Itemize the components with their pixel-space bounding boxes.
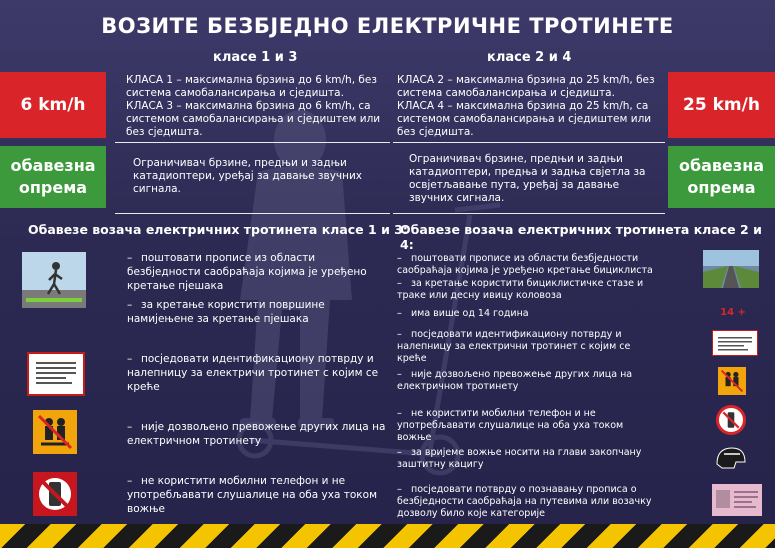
divider [393, 142, 665, 143]
divider [115, 142, 390, 143]
identification-sticker-icon [27, 352, 85, 396]
list-item: – за вријеме вожње носити на глави закопчану заштитну кацигу [397, 447, 642, 470]
list-item: – има више од 14 година [397, 308, 529, 319]
divider [115, 213, 390, 214]
equipment-badge-line1: обавезна [10, 156, 96, 175]
left-class-description [126, 74, 388, 139]
class-1-text: КЛАСА 1 – максимална брзина до 6 km/h, без система самобалансирања и сједишта. [126, 74, 377, 99]
list-item: – посједовати идентификациону потврду и налепницу за електричи тротинет с којим се креће [127, 353, 379, 393]
equipment-badge-right [668, 146, 775, 208]
speed-badge-6kmh [0, 72, 106, 138]
left-subtitle: класе 1 и 3 [213, 50, 298, 65]
speed-badge-label: 6 km/h [20, 95, 86, 115]
speed-badge-25kmh [668, 72, 775, 138]
no-passengers-icon [33, 410, 77, 454]
class-3-text: КЛАСА 3 – максимална брзина до 6 km/h, са системом самобалансирања и сједиштем или без сједишта. [126, 100, 381, 138]
equipment-badge-line2: опрема [18, 178, 88, 197]
helmet-icon [714, 444, 748, 472]
hazard-stripe-border [0, 524, 775, 548]
right-equipment-text: Ограничивач брзине, предњи и задњи катадиоптери, предња и задња свјетла за освјетљавање пута, уређај за давање звучних сигнала. [409, 153, 646, 204]
equipment-badge-left [0, 146, 106, 208]
no-passengers-icon [718, 367, 746, 395]
list-item: – посједовати потврду о познавању прописа о безбједности саобраћаја на путевима или возачку дозволу било које категорије [397, 484, 652, 519]
list-item: – поштовати прописе из области безбједности саобраћаја којима је уређено кретање бициклиста [397, 253, 653, 276]
driving-license-icon [712, 484, 762, 516]
left-equipment-text: Ограничивач брзине, предњи и задњи катадиоптери, уређај за давање звучних сигнала. [133, 157, 363, 195]
list-item: – није дозвољено превожење других лица на електричном тротинету [127, 421, 386, 447]
right-class-description [397, 74, 659, 139]
pedestrian-icon [22, 252, 86, 308]
right-duties-title: Обавезе возача електричних тротинета класе 2 и 4: [400, 222, 762, 252]
left-duties-title: Обавезе возача електричних тротинета класе 1 и 3: [28, 222, 408, 237]
age-limit-icon: 14 + [720, 306, 746, 318]
divider [393, 213, 665, 214]
list-item: – није дозвољено превожење других лица на електричном тротинету [397, 369, 633, 392]
poster-title: ВОЗИТЕ БЕЗБЈЕДНО ЕЛЕКТРИЧНЕ ТРОТИНЕТЕ [101, 14, 674, 38]
list-item: – не користити мобилни телефон и не употребљавати слушалице на оба уха током вожње [397, 408, 624, 443]
no-phone-icon [716, 405, 746, 435]
class-2-text: КЛАСА 2 – максимална брзина до 25 km/h, без система самобалансирања и сједишта. [397, 74, 655, 99]
equipment-badge-line2: опрема [687, 178, 756, 197]
speed-badge-label: 25 km/h [683, 95, 760, 115]
no-phone-icon [33, 472, 77, 516]
list-item: – посједовати идентификациону потврду и налепницу за електрични тротинет с којим се креће [397, 329, 631, 364]
list-item: – за кретање користити бициклистичке стазе и траке или десну ивицу коловоза [397, 278, 644, 301]
list-item: – за кретање користити површине намијењене за кретање пјешака [127, 299, 325, 325]
equipment-badge-line1: обавезна [678, 156, 765, 175]
identification-sticker-icon [712, 330, 758, 356]
list-item: – не користити мобилни телефон и не употребљавати слушалице на оба уха током вожње [127, 475, 377, 515]
right-subtitle: класе 2 и 4 [487, 50, 572, 65]
class-4-text: КЛАСА 4 – максимална брзина до 25 km/h, са системом самобалансирања и сједиштем или без сједишта. [397, 100, 652, 138]
bicycle-lane-icon [703, 250, 759, 288]
list-item: – поштовати прописе из области безбједности саобраћаја којима је уређено кретање пјешака [127, 252, 367, 292]
